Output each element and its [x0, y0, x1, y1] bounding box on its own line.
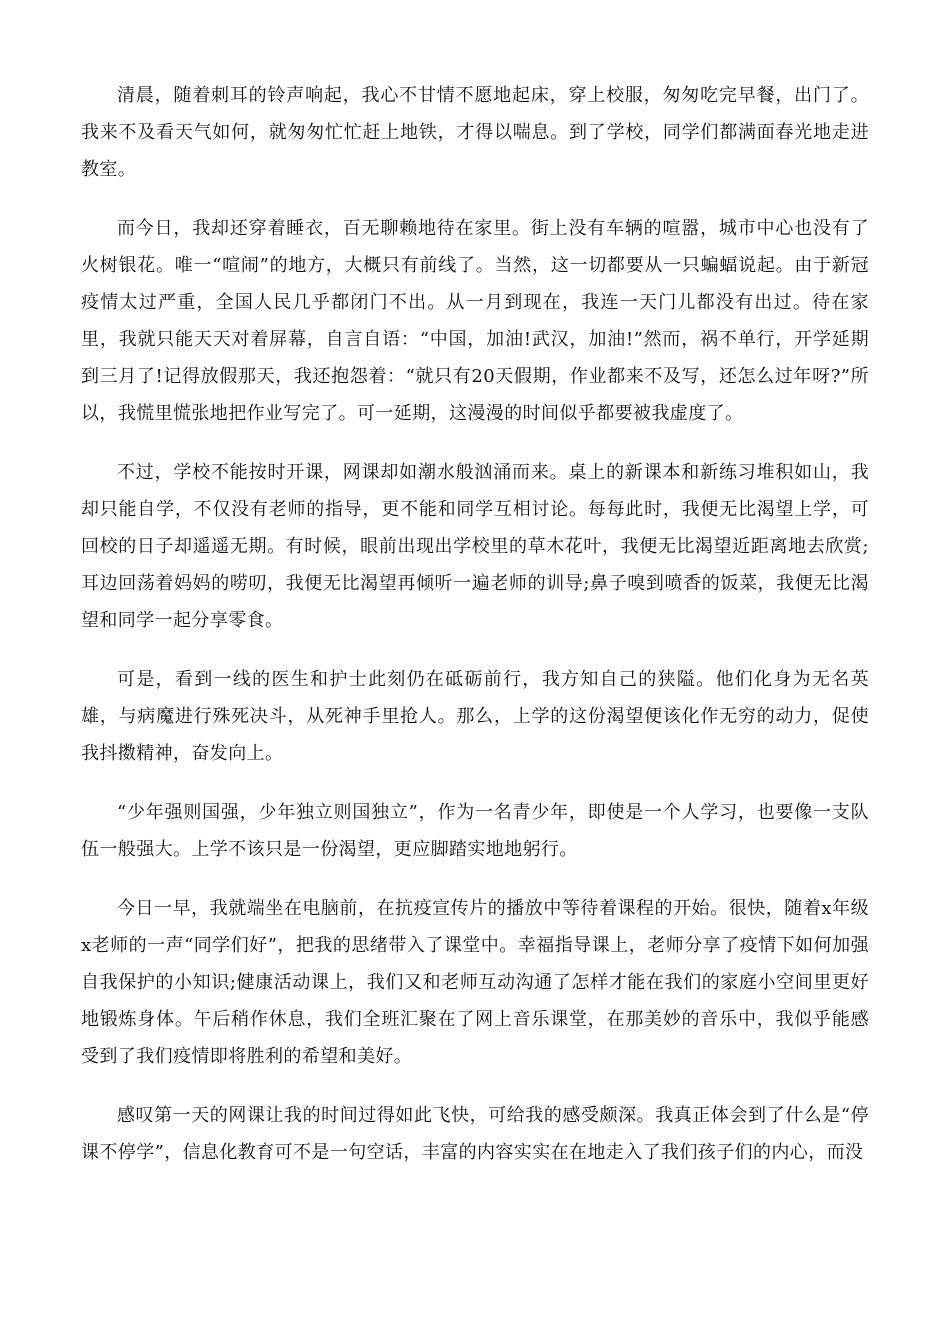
document-body	[81, 77, 869, 1193]
paragraph: “少年强则国强，少年独立则国独立”，作为一名青少年，即使是一个人学习，也要像一支队伍一般强大。上学不该只是一份渴望，更应脚踏实地地躬行。	[81, 802, 869, 860]
paragraph: 今日一早，我就端坐在电脑前，在抗疫宣传片的播放中等待着课程的开始。很快，随着x年级x老师的一声“同学们好”，把我的思绪带入了课堂中。幸福指导课上，老师分享了疫情下如何加强自我保护的小知识;健康活动课上，我们又和老师互动沟通了怎样才能在我们的家庭小空间里更好地锻炼身体。午后稍作休息，我们全班汇聚在了网上音乐课堂，在那美妙的音乐中，我似乎能感受到了我们疫情即将胜利的希望和美好。	[81, 898, 869, 1067]
paragraph: 清晨，随着刺耳的铃声响起，我心不甘情不愿地起床，穿上校服，匆匆吃完早餐，出门了。我来不及看天气如何，就匆匆忙忙赶上地铁，才得以喘息。到了学校，同学们都满面春光地走进教室。	[81, 85, 869, 180]
paragraph: 感叹第一天的网课让我的时间过得如此飞快，可给我的感受颇深。我真正体会到了什么是“停课不停学”，信息化教育可不是一句空话，丰富的内容实实在在地走入了我们孩子们的内心，而没	[81, 1105, 869, 1163]
paragraph: 而今日，我却还穿着睡衣，百无聊赖地待在家里。街上没有车辆的喧嚣，城市中心也没有了火树银花。唯一“喧闹”的地方，大概只有前线了。当然，这一切都要从一只蝙蝠说起。由于新冠疫情太过严重，全国人民几乎都闭门不出。从一月到现在，我连一天门儿都没有出过。待在家里，我就只能天天对着屏幕，自言自语：“中国，加油!武汉，加油!”然而，祸不单行，开学延期到三月了!记得放假那天，我还抱怨着：“就只有20天假期，作业都来不及写，还怎么过年呀?”所以，我慌里慌张地把作业写完了。可一延期，这漫漫的时间似乎都要被我虚度了。	[81, 218, 869, 424]
paragraph: 不过，学校不能按时开课，网课却如潮水般汹涌而来。桌上的新课本和新练习堆积如山，我却只能自学，不仅没有老师的指导，更不能和同学互相讨论。每每此时，我便无比渴望上学，可回校的日子却遥遥无期。有时候，眼前出现出学校里的草木花叶，我便无比渴望近距离地去欣赏;耳边回荡着妈妈的唠叨，我便无比渴望再倾听一遍老师的训导;鼻子嗅到喷香的饭菜，我便无比渴望和同学一起分享零食。	[81, 462, 869, 631]
paragraph: 可是，看到一线的医生和护士此刻仍在砥砺前行，我方知自己的狭隘。他们化身为无名英雄，与病魔进行殊死决斗，从死神手里抢人。那么，上学的这份渴望便该化作无穷的动力，促使我抖擞精神，奋发向上。	[81, 669, 869, 764]
